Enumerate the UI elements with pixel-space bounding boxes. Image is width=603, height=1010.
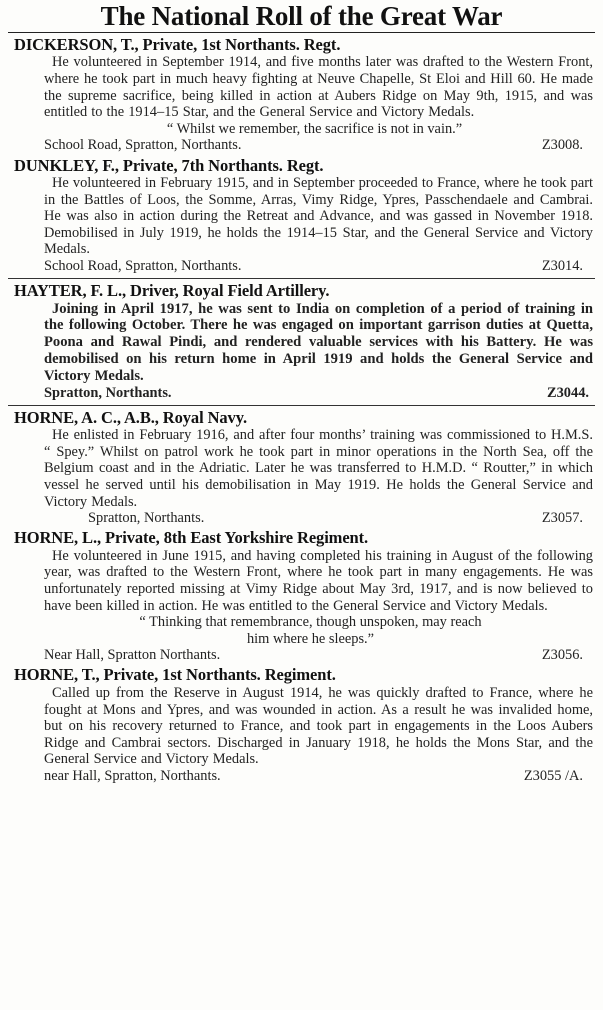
entry-body xyxy=(44,427,593,510)
entry-name: HORNE, A. C., A.B., Royal Navy. xyxy=(14,407,247,427)
entry-reference: Z3008. xyxy=(541,137,583,154)
entry-divider xyxy=(8,278,595,279)
entry-address: near Hall, Spratton, Northants. xyxy=(44,767,221,784)
page-title: The National Roll of the Great War xyxy=(100,1,503,31)
entry-footer xyxy=(44,510,593,527)
entry-name: HORNE, T., Private, 1st Northants. Regiment. xyxy=(14,665,336,685)
entry-name: DUNKLEY, F., Private, 7th Northants. Regt. xyxy=(14,155,324,175)
roll-entry xyxy=(8,282,595,402)
entry-body: Joining in April 1917, he was sent to India on completion of a period of training in the following October. There he was engaged on important garrison duties at Quetta, Poona and Rawal Pindi, and rendered valuable services with his Battery. He was demobilised on his return home in April 1919 and holds the General Service and Victory Medals. xyxy=(44,300,593,384)
entry-footer xyxy=(44,385,593,402)
entry-address: School Road, Spratton, Northants. xyxy=(44,137,242,154)
entry-reference: Z3014. xyxy=(541,257,583,274)
entry-quote-line2: him where he sleeps.” xyxy=(246,630,375,647)
roll-entry xyxy=(8,529,595,664)
entry-body: Called up from the Reserve in August 1914, he was quickly drafted to France, where he fought at Mons and Ypres, and was wounded in action. As a result he was invalided home, but on his recovery returned to France, and took part in engagements in the Loos Aubers Ridge and Cambrai sectors. Discharged in January 1918, he holds the Mons Star, and the General Service and Victory Medals. xyxy=(44,684,593,768)
entry-reference: Z3044. xyxy=(547,384,589,401)
entry-name: HAYTER, F. L., Driver, Royal Field Artillery. xyxy=(14,281,330,301)
entry-address: Spratton, Northants. xyxy=(88,510,205,527)
entry-name: HORNE, L., Private, 8th East Yorkshire Regiment. xyxy=(14,528,369,548)
entry-body: He volunteered in February 1915, and in September proceeded to France, where he took part in the Battles of Loos, the Somme, Arras, Vimy Ridge, Ypres, Passchendaele and Cambrai. He was also in action during the Retreat and Advance, and was gassed in November 1918. Demobilised in July 1919, he holds the 1914–15 Star, and the General Service and Victory Medals. xyxy=(44,175,593,258)
entry-reference: Z3055 /A. xyxy=(523,767,583,784)
entry-reference: Z3056. xyxy=(541,647,583,664)
entry-body: He volunteered in September 1914, and five months later was drafted to the Western Front, where he took part in much heavy fighting at Neuve Chapelle, St Eloi and Hill 60. He made the supreme sacrifice, being killed in action at Aubers Ridge on May 9th, 1915, and was entitled to the 1914–15 Star, and the General Service and Victory Medals. xyxy=(44,54,593,121)
roll-entry xyxy=(8,157,595,276)
entry-address: Spratton, Northants. xyxy=(44,384,172,401)
roll-entry xyxy=(8,666,595,785)
entry-name: DICKERSON, T., Private, 1st Northants. Regt. xyxy=(14,35,341,54)
title-divider xyxy=(8,32,595,33)
entry-footer xyxy=(44,768,593,785)
entry-body-text: He enlisted in February 1916, and after four months’ training was commissioned to H.M.S. “ Spey.” Whilst on patrol work he took part in minor operations in the North Sea, off the Belgium coast and in the Adriatic. Later he was transferred to H.M.D. “ Routter,” in which vessel he served until his demobilisation in May 1919. He holds the General Service and Victory Medals. xyxy=(44,427,593,510)
roll-entry xyxy=(8,36,595,155)
entry-reference: Z3057. xyxy=(541,510,583,527)
entry-body: He volunteered in June 1915, and having completed his training in August of the following year, was drafted to the Western Front, where he took part in many engagements. He was unfortunately reported missing at Vimy Ridge about May 3rd, 1917, and is now believed to have been killed in action. He was entitled to the General Service and Victory Medals. xyxy=(44,547,593,614)
entry-quote: “ Thinking that remembrance, though unspoken, may reach xyxy=(139,614,482,631)
entry-footer xyxy=(44,258,593,275)
entry-quote: “ Whilst we remember, the sacrifice is not in vain.” xyxy=(166,120,463,137)
entry-divider xyxy=(8,405,595,406)
entry-footer xyxy=(44,137,593,154)
entry-footer xyxy=(44,647,593,664)
entry-address: School Road, Spratton, Northants. xyxy=(44,257,242,274)
entry-address: Near Hall, Spratton Northants. xyxy=(44,647,221,664)
roll-entry xyxy=(8,409,595,528)
